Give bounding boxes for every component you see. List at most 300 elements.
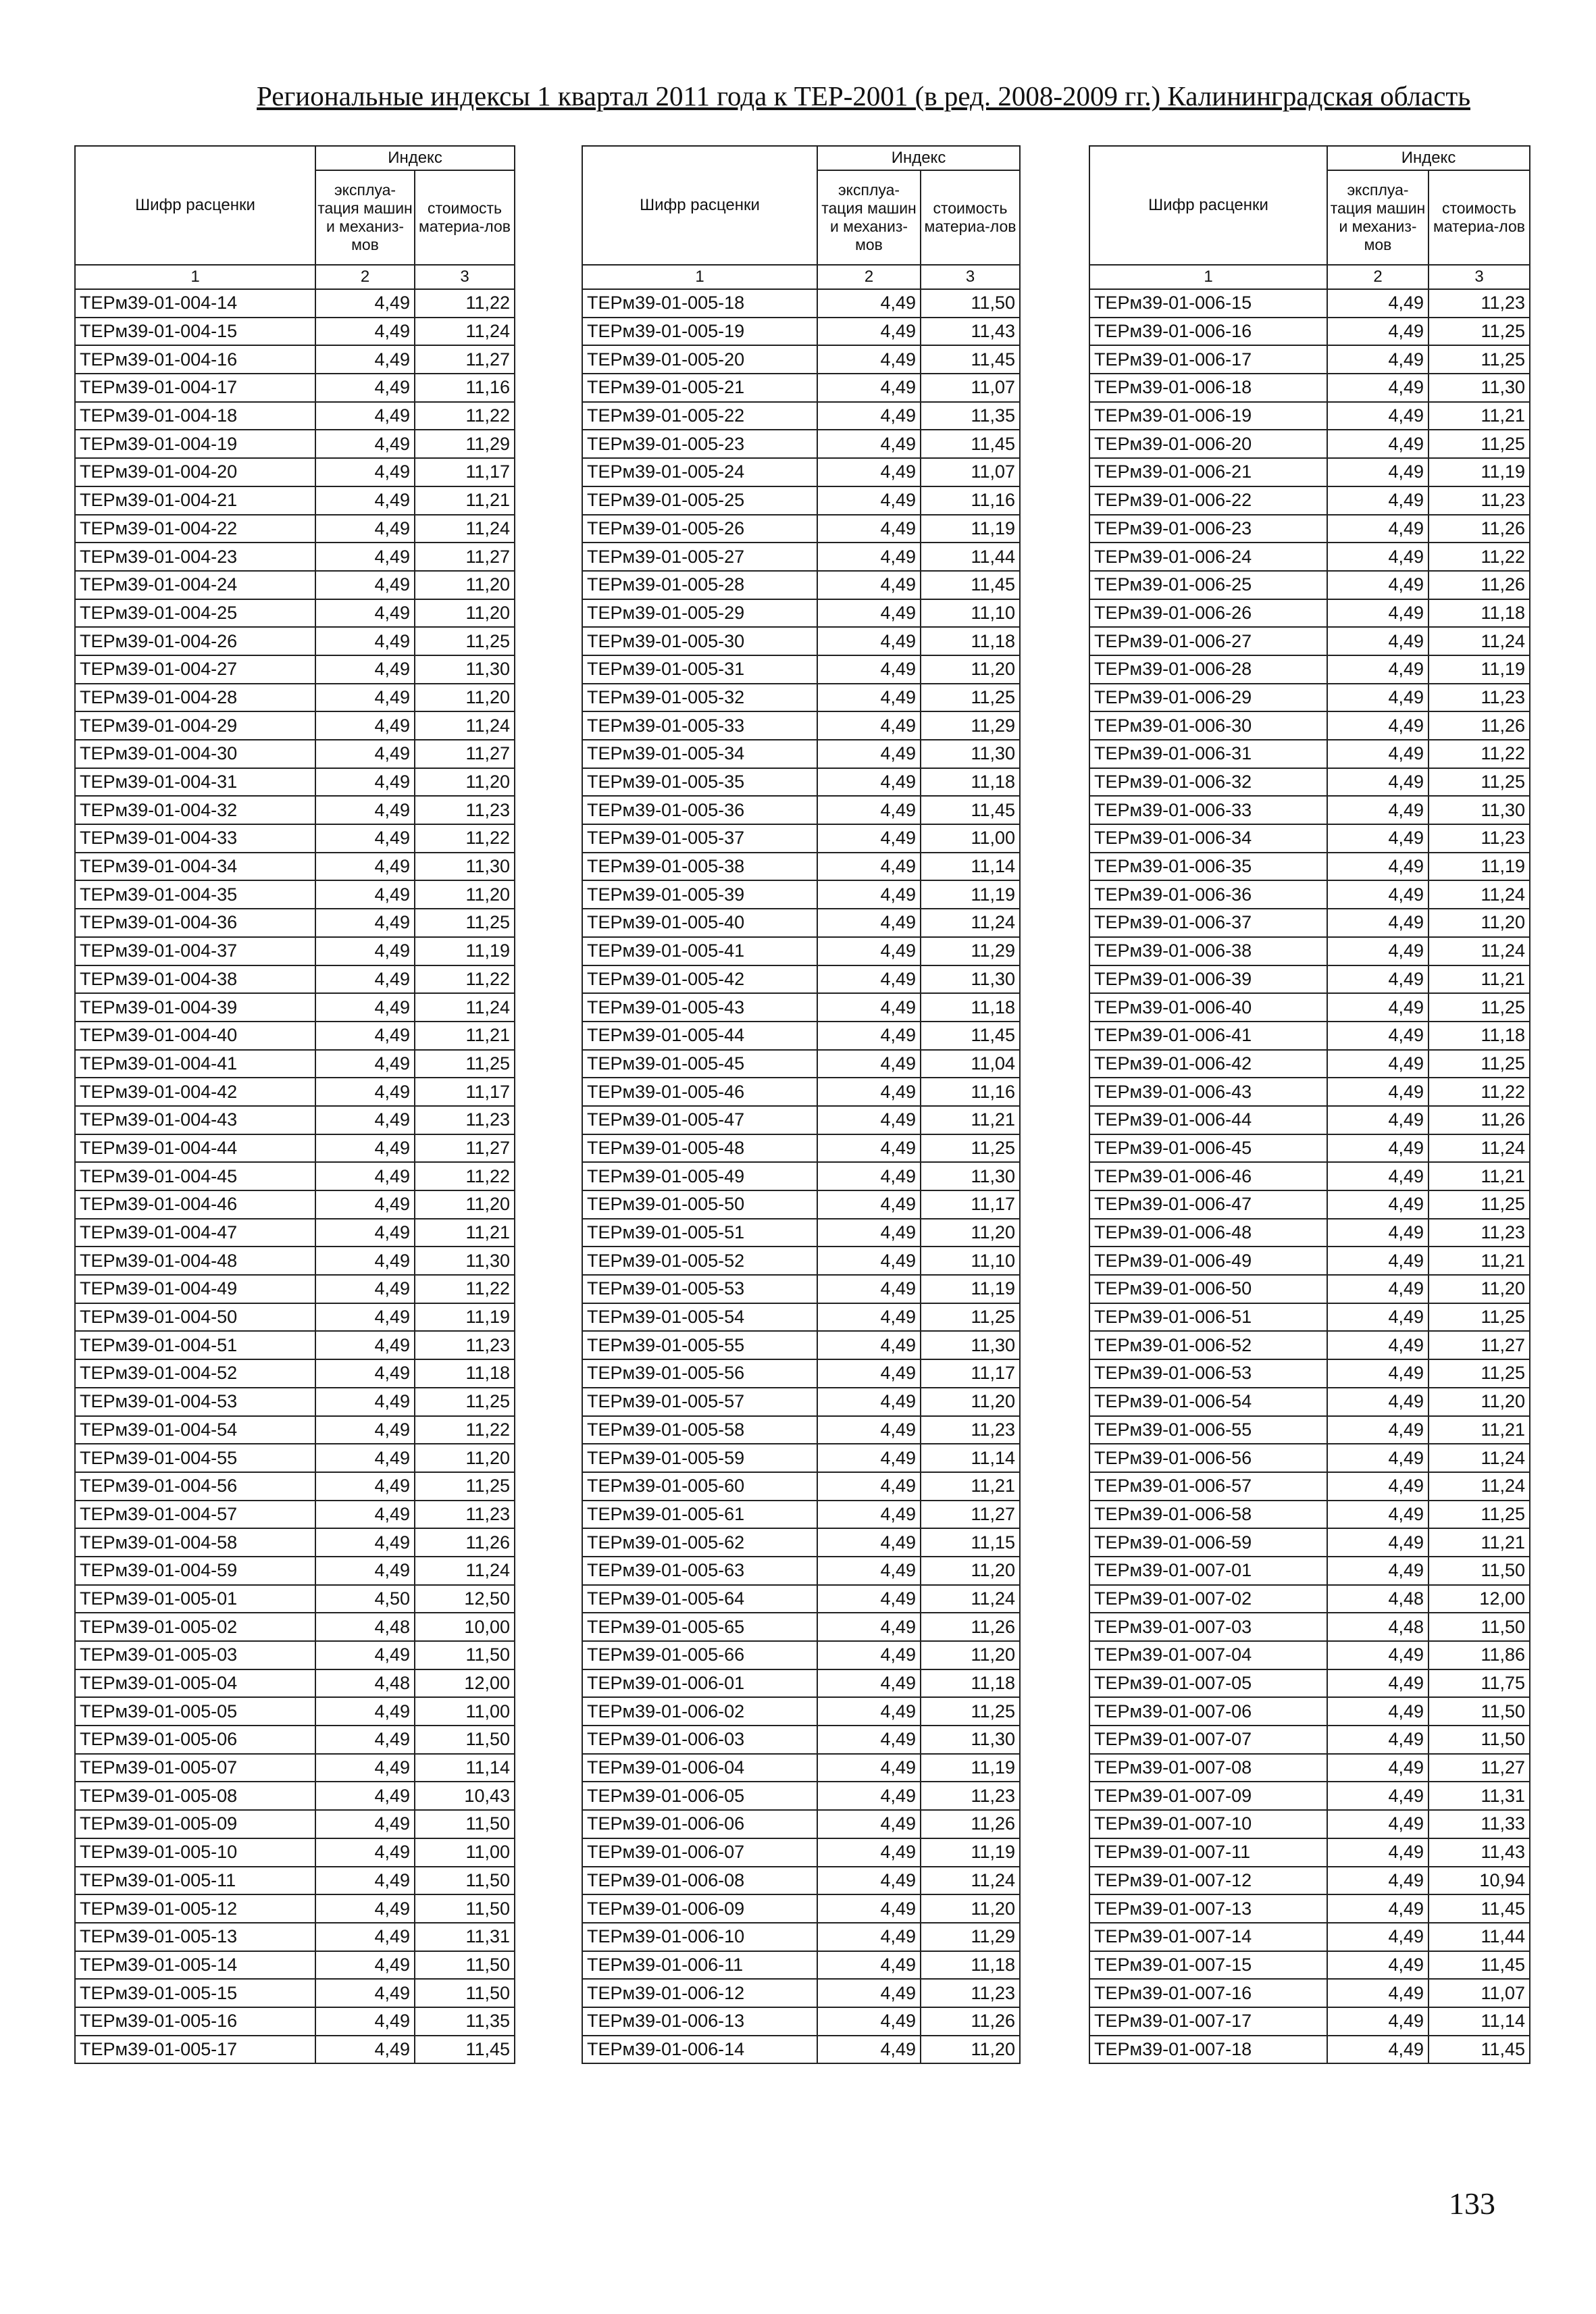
rate-code-cell: ТЕРм39-01-004-19 <box>75 430 315 458</box>
machines-index-cell: 4,48 <box>315 1669 415 1698</box>
table-row <box>75 1359 515 1388</box>
materials-index-cell: 12,00 <box>1428 1585 1530 1613</box>
table-row <box>582 1697 1020 1726</box>
table-row <box>1089 486 1530 515</box>
machines-index-cell: 4,49 <box>1327 1867 1428 1895</box>
table-row <box>582 1613 1020 1641</box>
materials-index-cell: 11,30 <box>921 1331 1020 1359</box>
page-number: 133 <box>1449 2186 1495 2221</box>
rate-code-cell: ТЕРм39-01-006-38 <box>1089 937 1327 965</box>
rate-code-cell: ТЕРм39-01-007-14 <box>1089 1923 1327 1951</box>
materials-index-cell: 11,26 <box>921 1810 1020 1838</box>
rate-code-cell: ТЕРм39-01-005-08 <box>75 1782 315 1810</box>
rate-code-cell: ТЕРм39-01-005-15 <box>75 1979 315 2007</box>
machines-index-cell: 4,49 <box>315 853 415 881</box>
table-row <box>1089 937 1530 965</box>
table-row <box>582 1275 1020 1303</box>
header-col-1: 1 <box>75 265 315 289</box>
machines-index-cell: 4,49 <box>1327 571 1428 599</box>
table-row <box>1089 458 1530 486</box>
machines-index-cell: 4,49 <box>1327 1697 1428 1726</box>
header-col-2: 2 <box>1327 265 1428 289</box>
machines-index-cell: 4,49 <box>315 1894 415 1923</box>
materials-index-cell: 11,24 <box>1428 627 1530 655</box>
header-index: Индекс <box>315 146 515 170</box>
materials-index-cell: 11,30 <box>1428 374 1530 402</box>
rate-code-cell: ТЕРм39-01-004-17 <box>75 374 315 402</box>
machines-index-cell: 4,49 <box>315 374 415 402</box>
machines-index-cell: 4,49 <box>1327 486 1428 515</box>
rate-code-cell: ТЕРм39-01-006-21 <box>1089 458 1327 486</box>
machines-index-cell: 4,49 <box>1327 1641 1428 1669</box>
rate-code-cell: ТЕРм39-01-005-42 <box>582 965 817 994</box>
machines-index-cell: 4,49 <box>817 1585 921 1613</box>
table-row <box>1089 430 1530 458</box>
machines-index-cell: 4,49 <box>315 1838 415 1867</box>
machines-index-cell: 4,49 <box>817 1979 921 2007</box>
rate-code-cell: ТЕРм39-01-007-18 <box>1089 2036 1327 2064</box>
rate-code-cell: ТЕРм39-01-004-18 <box>75 402 315 430</box>
materials-index-cell: 11,23 <box>1428 486 1530 515</box>
table-row <box>75 2036 515 2064</box>
rate-code-cell: ТЕРм39-01-005-57 <box>582 1388 817 1416</box>
machines-index-cell: 4,49 <box>1327 1275 1428 1303</box>
materials-index-cell: 11,18 <box>921 1669 1020 1698</box>
materials-index-cell: 11,50 <box>1428 1557 1530 1585</box>
materials-index-cell: 11,25 <box>415 1472 515 1501</box>
machines-index-cell: 4,49 <box>817 345 921 374</box>
materials-index-cell: 11,21 <box>415 486 515 515</box>
table-row <box>582 1923 1020 1951</box>
table-row <box>75 1190 515 1219</box>
rate-code-cell: ТЕРм39-01-007-02 <box>1089 1585 1327 1613</box>
machines-index-cell: 4,49 <box>817 1190 921 1219</box>
materials-index-cell: 11,20 <box>415 599 515 628</box>
machines-index-cell: 4,49 <box>1327 1134 1428 1163</box>
table-row <box>75 402 515 430</box>
machines-index-cell: 4,49 <box>1327 1050 1428 1078</box>
rate-code-cell: ТЕРм39-01-006-51 <box>1089 1303 1327 1332</box>
materials-index-cell: 12,50 <box>415 1585 515 1613</box>
rate-code-cell: ТЕРм39-01-004-24 <box>75 571 315 599</box>
table-row <box>75 684 515 712</box>
table-row <box>582 1022 1020 1050</box>
machines-index-cell: 4,49 <box>1327 345 1428 374</box>
table-row <box>1089 909 1530 937</box>
rate-code-cell: ТЕРм39-01-006-14 <box>582 2036 817 2064</box>
table-row <box>1089 1557 1530 1585</box>
table-row <box>75 824 515 853</box>
table-row <box>582 768 1020 797</box>
machines-index-cell: 4,49 <box>817 1022 921 1050</box>
rate-code-cell: ТЕРм39-01-004-28 <box>75 684 315 712</box>
materials-index-cell: 11,20 <box>1428 1275 1530 1303</box>
materials-index-cell: 11,25 <box>1428 1303 1530 1332</box>
table-row <box>75 627 515 655</box>
machines-index-cell: 4,49 <box>817 599 921 628</box>
rate-code-cell: ТЕРм39-01-006-49 <box>1089 1247 1327 1275</box>
rate-code-cell: ТЕРм39-01-006-58 <box>1089 1501 1327 1529</box>
header-index: Индекс <box>1327 146 1530 170</box>
rate-code-cell: ТЕРм39-01-006-24 <box>1089 543 1327 571</box>
table-row <box>582 1050 1020 1078</box>
machines-index-cell: 4,49 <box>315 740 415 768</box>
rate-code-cell: ТЕРм39-01-004-56 <box>75 1472 315 1501</box>
materials-index-cell: 11,27 <box>415 345 515 374</box>
machines-index-cell: 4,49 <box>817 824 921 853</box>
rate-code-cell: ТЕРм39-01-007-16 <box>1089 1979 1327 2007</box>
table-row <box>582 824 1020 853</box>
materials-index-cell: 11,50 <box>415 1641 515 1669</box>
table-row <box>75 1810 515 1838</box>
materials-index-cell: 11,86 <box>1428 1641 1530 1669</box>
table-row <box>582 1838 1020 1867</box>
table-row <box>75 965 515 994</box>
machines-index-cell: 4,49 <box>315 1106 415 1134</box>
machines-index-cell: 4,49 <box>1327 796 1428 824</box>
materials-index-cell: 11,23 <box>1428 1219 1530 1247</box>
rate-code-cell: ТЕРм39-01-005-46 <box>582 1078 817 1106</box>
materials-index-cell: 11,30 <box>921 965 1020 994</box>
rate-code-cell: ТЕРм39-01-004-53 <box>75 1388 315 1416</box>
machines-index-cell: 4,49 <box>817 993 921 1022</box>
materials-index-cell: 11,19 <box>1428 655 1530 684</box>
rate-code-cell: ТЕРм39-01-006-42 <box>1089 1050 1327 1078</box>
materials-index-cell: 11,31 <box>1428 1782 1530 1810</box>
materials-index-cell: 11,25 <box>415 627 515 655</box>
table-row <box>1089 1275 1530 1303</box>
rate-code-cell: ТЕРм39-01-005-30 <box>582 627 817 655</box>
rate-code-cell: ТЕРм39-01-004-31 <box>75 768 315 797</box>
materials-index-cell: 11,45 <box>1428 1951 1530 1980</box>
machines-index-cell: 4,49 <box>315 402 415 430</box>
machines-index-cell: 4,49 <box>1327 1472 1428 1501</box>
table-row <box>75 1979 515 2007</box>
header-materials: стоимость материа-лов <box>415 170 515 265</box>
table-row <box>582 965 1020 994</box>
materials-index-cell: 11,25 <box>921 1134 1020 1163</box>
materials-index-cell: 11,45 <box>921 430 1020 458</box>
machines-index-cell: 4,49 <box>1327 1951 1428 1980</box>
table-row <box>75 1951 515 1980</box>
materials-index-cell: 11,44 <box>921 543 1020 571</box>
rate-code-cell: ТЕРм39-01-004-37 <box>75 937 315 965</box>
rate-code-cell: ТЕРм39-01-005-04 <box>75 1669 315 1698</box>
table-row <box>1089 1472 1530 1501</box>
materials-index-cell: 11,23 <box>415 1106 515 1134</box>
table-row <box>582 374 1020 402</box>
materials-index-cell: 11,30 <box>1428 796 1530 824</box>
table-row <box>1089 993 1530 1022</box>
rate-code-cell: ТЕРм39-01-004-36 <box>75 909 315 937</box>
header-materials: стоимость материа-лов <box>921 170 1020 265</box>
table-row <box>582 1416 1020 1444</box>
rate-code-cell: ТЕРм39-01-006-08 <box>582 1867 817 1895</box>
rate-code-cell: ТЕРм39-01-005-09 <box>75 1810 315 1838</box>
machines-index-cell: 4,49 <box>817 430 921 458</box>
rate-code-cell: ТЕРм39-01-006-12 <box>582 1979 817 2007</box>
rate-code-cell: ТЕРм39-01-006-19 <box>1089 402 1327 430</box>
materials-index-cell: 11,45 <box>921 571 1020 599</box>
rate-code-cell: ТЕРм39-01-004-35 <box>75 880 315 909</box>
header-code: Шифр расценки <box>1089 146 1327 265</box>
rate-code-cell: ТЕРм39-01-006-47 <box>1089 1190 1327 1219</box>
machines-index-cell: 4,49 <box>315 1697 415 1726</box>
materials-index-cell: 11,20 <box>1428 1388 1530 1416</box>
table-row <box>1089 824 1530 853</box>
machines-index-cell: 4,49 <box>817 1810 921 1838</box>
materials-index-cell: 11,21 <box>415 1219 515 1247</box>
materials-index-cell: 11,45 <box>921 796 1020 824</box>
index-table-1 <box>74 145 515 2064</box>
materials-index-cell: 11,24 <box>1428 1444 1530 1472</box>
table-row <box>1089 1444 1530 1472</box>
machines-index-cell: 4,49 <box>1327 318 1428 346</box>
machines-index-cell: 4,49 <box>817 627 921 655</box>
rate-code-cell: ТЕРм39-01-004-50 <box>75 1303 315 1332</box>
materials-index-cell: 11,24 <box>415 711 515 740</box>
table-row <box>75 1669 515 1698</box>
materials-index-cell: 11,27 <box>1428 1754 1530 1782</box>
materials-index-cell: 11,21 <box>921 1106 1020 1134</box>
rate-code-cell: ТЕРм39-01-006-22 <box>1089 486 1327 515</box>
machines-index-cell: 4,49 <box>315 1951 415 1980</box>
machines-index-cell: 4,49 <box>817 853 921 881</box>
machines-index-cell: 4,49 <box>315 1472 415 1501</box>
rate-code-cell: ТЕРм39-01-005-53 <box>582 1275 817 1303</box>
machines-index-cell: 4,49 <box>315 430 415 458</box>
machines-index-cell: 4,49 <box>315 1162 415 1190</box>
header-machines: эксплуа-тация машин и механиз-мов <box>1327 170 1428 265</box>
table-row <box>75 1162 515 1190</box>
materials-index-cell: 11,22 <box>415 289 515 318</box>
rate-code-cell: ТЕРм39-01-005-44 <box>582 1022 817 1050</box>
materials-index-cell: 11,25 <box>415 909 515 937</box>
machines-index-cell: 4,49 <box>817 318 921 346</box>
rate-code-cell: ТЕРм39-01-005-39 <box>582 880 817 909</box>
table-row <box>582 1810 1020 1838</box>
rate-code-cell: ТЕРм39-01-007-09 <box>1089 1782 1327 1810</box>
machines-index-cell: 4,49 <box>1327 1359 1428 1388</box>
rate-code-cell: ТЕРм39-01-005-16 <box>75 2007 315 2036</box>
header-index: Индекс <box>817 146 1020 170</box>
rate-code-cell: ТЕРм39-01-005-12 <box>75 1894 315 1923</box>
materials-index-cell: 11,20 <box>415 1190 515 1219</box>
machines-index-cell: 4,49 <box>817 684 921 712</box>
materials-index-cell: 11,26 <box>1428 571 1530 599</box>
table-row <box>582 1190 1020 1219</box>
rate-code-cell: ТЕРм39-01-007-07 <box>1089 1726 1327 1754</box>
table-row <box>75 1894 515 1923</box>
materials-index-cell: 11,30 <box>415 853 515 881</box>
rate-code-cell: ТЕРм39-01-006-02 <box>582 1697 817 1726</box>
table-row <box>582 1162 1020 1190</box>
materials-index-cell: 11,24 <box>1428 937 1530 965</box>
table-row <box>1089 1923 1530 1951</box>
machines-index-cell: 4,49 <box>315 1247 415 1275</box>
machines-index-cell: 4,49 <box>817 880 921 909</box>
machines-index-cell: 4,49 <box>315 1134 415 1163</box>
rate-code-cell: ТЕРм39-01-005-40 <box>582 909 817 937</box>
table-row <box>582 2036 1020 2064</box>
rate-code-cell: ТЕРм39-01-005-51 <box>582 1219 817 1247</box>
table-row <box>1089 768 1530 797</box>
machines-index-cell: 4,48 <box>1327 1613 1428 1641</box>
rate-code-cell: ТЕРм39-01-006-15 <box>1089 289 1327 318</box>
rate-code-cell: ТЕРм39-01-004-46 <box>75 1190 315 1219</box>
materials-index-cell: 11,24 <box>415 318 515 346</box>
table-row <box>75 1923 515 1951</box>
table-row <box>75 1303 515 1332</box>
materials-index-cell: 11,20 <box>921 1219 1020 1247</box>
header-materials: стоимость материа-лов <box>1428 170 1530 265</box>
machines-index-cell: 4,49 <box>315 458 415 486</box>
materials-index-cell: 11,18 <box>1428 1022 1530 1050</box>
rate-code-cell: ТЕРм39-01-005-02 <box>75 1613 315 1641</box>
machines-index-cell: 4,49 <box>315 880 415 909</box>
rate-code-cell: ТЕРм39-01-005-20 <box>582 345 817 374</box>
machines-index-cell: 4,49 <box>315 1190 415 1219</box>
materials-index-cell: 11,50 <box>415 1867 515 1895</box>
rate-code-cell: ТЕРм39-01-005-59 <box>582 1444 817 1472</box>
rate-code-cell: ТЕРм39-01-006-59 <box>1089 1528 1327 1557</box>
table-row <box>1089 1641 1530 1669</box>
table-row <box>75 1867 515 1895</box>
rate-code-cell: ТЕРм39-01-004-25 <box>75 599 315 628</box>
materials-index-cell: 12,00 <box>415 1669 515 1698</box>
machines-index-cell: 4,49 <box>1327 1979 1428 2007</box>
rate-code-cell: ТЕРм39-01-005-55 <box>582 1331 817 1359</box>
table-row <box>75 571 515 599</box>
table-row <box>1089 2036 1530 2064</box>
rate-code-cell: ТЕРм39-01-004-34 <box>75 853 315 881</box>
machines-index-cell: 4,49 <box>1327 965 1428 994</box>
machines-index-cell: 4,49 <box>315 1754 415 1782</box>
table-row <box>582 599 1020 628</box>
rate-code-cell: ТЕРм39-01-005-60 <box>582 1472 817 1501</box>
materials-index-cell: 11,45 <box>921 345 1020 374</box>
materials-index-cell: 11,26 <box>921 2007 1020 2036</box>
machines-index-cell: 4,49 <box>1327 515 1428 543</box>
table-row <box>1089 1867 1530 1895</box>
materials-index-cell: 11,23 <box>921 1782 1020 1810</box>
machines-index-cell: 4,49 <box>315 345 415 374</box>
table-row <box>1089 345 1530 374</box>
header-code: Шифр расценки <box>582 146 817 265</box>
materials-index-cell: 11,25 <box>415 1050 515 1078</box>
table-row <box>582 1303 1020 1332</box>
materials-index-cell: 11,30 <box>415 655 515 684</box>
materials-index-cell: 11,25 <box>1428 318 1530 346</box>
machines-index-cell: 4,49 <box>817 1247 921 1275</box>
table-row <box>75 655 515 684</box>
materials-index-cell: 11,27 <box>415 740 515 768</box>
rate-code-cell: ТЕРм39-01-006-26 <box>1089 599 1327 628</box>
materials-index-cell: 11,22 <box>415 1416 515 1444</box>
rate-code-cell: ТЕРм39-01-007-01 <box>1089 1557 1327 1585</box>
table-row <box>75 1754 515 1782</box>
rate-code-cell: ТЕРм39-01-004-14 <box>75 289 315 318</box>
machines-index-cell: 4,49 <box>315 1557 415 1585</box>
table-row <box>582 289 1020 318</box>
machines-index-cell: 4,49 <box>817 1359 921 1388</box>
rate-code-cell: ТЕРм39-01-005-17 <box>75 2036 315 2064</box>
header-col-3: 3 <box>921 265 1020 289</box>
machines-index-cell: 4,49 <box>1327 1162 1428 1190</box>
table-row <box>582 1528 1020 1557</box>
materials-index-cell: 11,25 <box>921 1303 1020 1332</box>
machines-index-cell: 4,49 <box>817 402 921 430</box>
materials-index-cell: 11,21 <box>1428 965 1530 994</box>
materials-index-cell: 11,18 <box>921 1951 1020 1980</box>
materials-index-cell: 11,25 <box>1428 1050 1530 1078</box>
materials-index-cell: 10,00 <box>415 1613 515 1641</box>
machines-index-cell: 4,49 <box>1327 1303 1428 1332</box>
rate-code-cell: ТЕРм39-01-004-42 <box>75 1078 315 1106</box>
table-row <box>1089 402 1530 430</box>
machines-index-cell: 4,49 <box>1327 1416 1428 1444</box>
machines-index-cell: 4,49 <box>315 1359 415 1388</box>
table-row <box>75 1557 515 1585</box>
machines-index-cell: 4,49 <box>817 1050 921 1078</box>
rate-code-cell: ТЕРм39-01-006-34 <box>1089 824 1327 853</box>
machines-index-cell: 4,49 <box>315 937 415 965</box>
table-row <box>582 1894 1020 1923</box>
materials-index-cell: 11,22 <box>415 965 515 994</box>
machines-index-cell: 4,49 <box>315 543 415 571</box>
rate-code-cell: ТЕРм39-01-004-15 <box>75 318 315 346</box>
table-row <box>1089 289 1530 318</box>
machines-index-cell: 4,49 <box>1327 1894 1428 1923</box>
rate-code-cell: ТЕРм39-01-006-46 <box>1089 1162 1327 1190</box>
rate-code-cell: ТЕРм39-01-004-51 <box>75 1331 315 1359</box>
materials-index-cell: 11,20 <box>921 1894 1020 1923</box>
rate-code-cell: ТЕРм39-01-005-37 <box>582 824 817 853</box>
machines-index-cell: 4,49 <box>817 1078 921 1106</box>
table-row <box>1089 853 1530 881</box>
rate-code-cell: ТЕРм39-01-006-57 <box>1089 1472 1327 1501</box>
table-row <box>75 1641 515 1669</box>
materials-index-cell: 11,17 <box>921 1359 1020 1388</box>
machines-index-cell: 4,49 <box>315 1726 415 1754</box>
table-row <box>75 1275 515 1303</box>
rate-code-cell: ТЕРм39-01-005-36 <box>582 796 817 824</box>
table-row <box>582 515 1020 543</box>
materials-index-cell: 11,22 <box>415 1275 515 1303</box>
machines-index-cell: 4,49 <box>817 1134 921 1163</box>
rate-code-cell: ТЕРм39-01-004-32 <box>75 796 315 824</box>
materials-index-cell: 11,24 <box>415 993 515 1022</box>
rate-code-cell: ТЕРм39-01-006-16 <box>1089 318 1327 346</box>
machines-index-cell: 4,49 <box>817 289 921 318</box>
machines-index-cell: 4,49 <box>1327 655 1428 684</box>
table-row <box>75 345 515 374</box>
materials-index-cell: 11,18 <box>921 627 1020 655</box>
machines-index-cell: 4,49 <box>817 768 921 797</box>
table-row <box>1089 655 1530 684</box>
rate-code-cell: ТЕРм39-01-005-28 <box>582 571 817 599</box>
materials-index-cell: 11,24 <box>415 1557 515 1585</box>
table-row <box>582 430 1020 458</box>
machines-index-cell: 4,49 <box>1327 1726 1428 1754</box>
materials-index-cell: 11,24 <box>1428 880 1530 909</box>
rate-code-cell: ТЕРм39-01-005-11 <box>75 1867 315 1895</box>
table-row <box>582 711 1020 740</box>
materials-index-cell: 11,43 <box>1428 1838 1530 1867</box>
materials-index-cell: 11,00 <box>415 1697 515 1726</box>
table-row <box>1089 1894 1530 1923</box>
rate-code-cell: ТЕРм39-01-004-38 <box>75 965 315 994</box>
